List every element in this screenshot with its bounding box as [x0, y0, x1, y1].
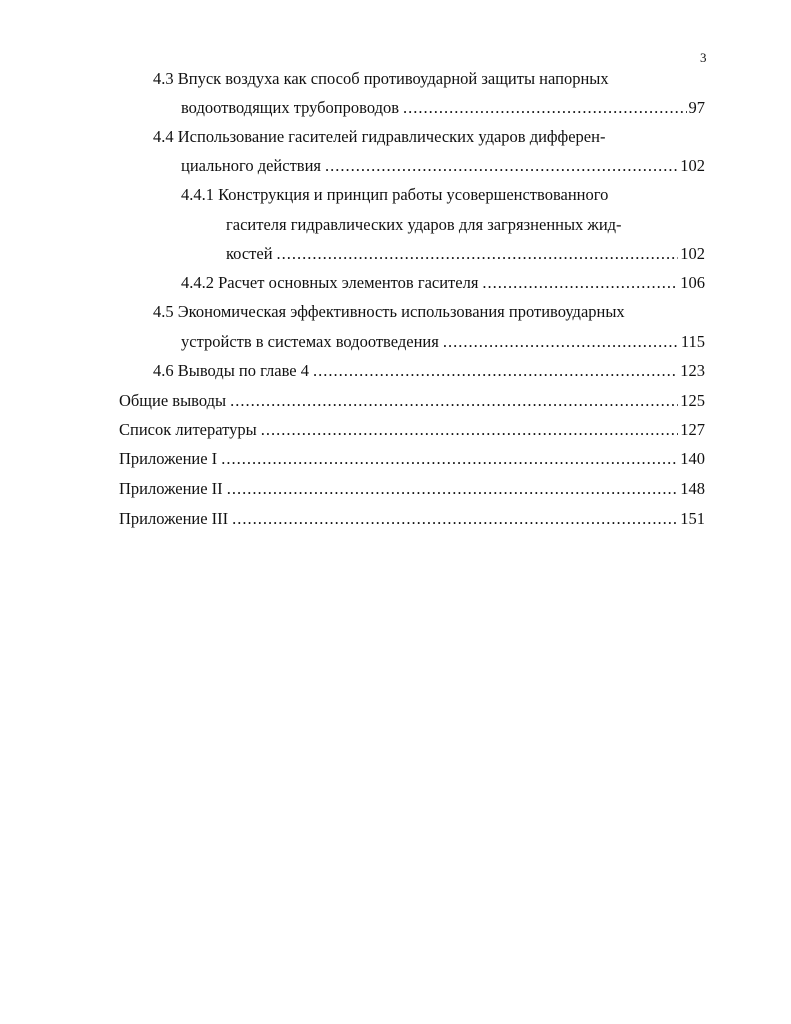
toc-entry-references[interactable]: [119, 420, 705, 440]
toc-entry-title: Приложение II: [119, 479, 223, 498]
toc-entry-page: 140: [680, 449, 705, 468]
toc-entry-title: Общие выводы: [119, 391, 227, 410]
toc-entry-4-4-1[interactable]: [226, 244, 705, 264]
toc-entry-4-4-2[interactable]: [181, 273, 705, 293]
toc-leader-dots: [261, 420, 679, 440]
toc-entry-4-5[interactable]: [181, 332, 705, 352]
toc-entry-4-4[interactable]: [181, 156, 705, 176]
toc-entry-page: 127: [680, 420, 705, 439]
toc-entry-4-3-line-1: 4.3 Впуск воздуха как способ противоударной защиты напорных: [153, 69, 609, 88]
toc-entry-title: водоотводящих трубопроводов: [181, 98, 400, 117]
toc-entry-page: 115: [680, 332, 705, 351]
toc-entry-4-6[interactable]: [153, 361, 705, 381]
toc-entry-page: 97: [688, 98, 705, 117]
toc-entry-page: 102: [680, 244, 705, 263]
toc-leader-dots: [403, 98, 686, 118]
toc-leader-dots: [230, 391, 678, 411]
toc-entry-appendix-3[interactable]: [119, 509, 705, 529]
toc-leader-dots: [313, 361, 678, 381]
toc-entry-title: Список литературы: [119, 420, 257, 439]
toc-entry-4-4-1-line-1: 4.4.1 Конструкция и принцип работы усовершенствованного: [181, 185, 609, 204]
toc-leader-dots: [232, 509, 678, 529]
toc-entry-4-4-line-1: 4.4 Использование гасителей гидравлических ударов дифферен-: [153, 127, 606, 146]
toc-entry-4-4-1-line-2: гасителя гидравлических ударов для загрязненных жид-: [226, 215, 622, 234]
toc-entry-page: 148: [680, 479, 705, 498]
toc-entry-page: 151: [680, 509, 705, 528]
toc-leader-dots: [443, 332, 679, 352]
toc-entry-title: Приложение III: [119, 509, 229, 528]
toc-entry-4-3[interactable]: [181, 98, 705, 118]
toc-leader-dots: [227, 479, 679, 499]
toc-entry-page: 106: [680, 273, 705, 292]
toc-entry-title: циального действия: [181, 156, 321, 175]
toc-leader-dots: [482, 273, 678, 293]
toc-entry-page: 102: [680, 156, 705, 175]
toc-entry-appendix-1[interactable]: [119, 449, 705, 469]
toc-entry-title: Приложение I: [119, 449, 218, 468]
toc-entry-4-5-line-1: 4.5 Экономическая эффективность использования противоударных: [153, 302, 625, 321]
toc-leader-dots: [325, 156, 678, 176]
toc-leader-dots: [277, 244, 679, 264]
toc-entry-title: 4.4.2 Расчет основных элементов гасителя: [181, 273, 479, 292]
toc-entry-title: устройств в системах водоотведения: [181, 332, 439, 351]
toc-entry-appendix-2[interactable]: [119, 479, 705, 499]
toc-entry-title: костей: [226, 244, 273, 263]
page-number: 3: [700, 50, 707, 65]
toc-entry-conclusions[interactable]: [119, 391, 705, 411]
toc-entry-title: 4.6 Выводы по главе 4: [153, 361, 309, 380]
toc-entry-page: 123: [680, 361, 705, 380]
toc-leader-dots: [221, 449, 678, 469]
toc-entry-page: 125: [680, 391, 705, 410]
